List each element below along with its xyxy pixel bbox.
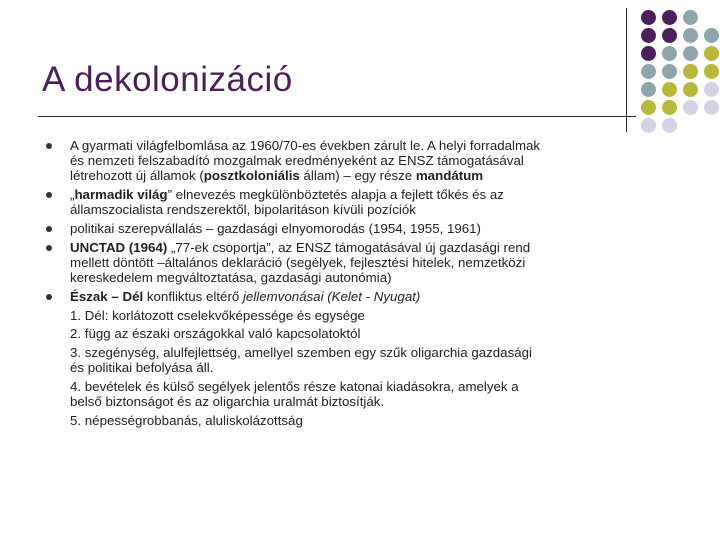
- bullet-icon: [46, 294, 52, 300]
- bullet-item: Észak – Dél konfliktus eltérő jellemvonásai (Kelet - Nyugat): [46, 289, 686, 304]
- dot: [641, 118, 656, 133]
- dot: [683, 28, 698, 43]
- bold-term: UNCTAD (1964): [70, 239, 168, 255]
- dot: [683, 82, 698, 97]
- sub-line: 2. függ az északi országokkal való kapcsolatoktól: [70, 326, 361, 342]
- dot: [704, 64, 719, 79]
- dot: [662, 82, 677, 97]
- bold-term: mandátum: [415, 168, 484, 184]
- bold-term: Észak – Dél: [70, 288, 144, 304]
- dot: [641, 10, 656, 25]
- bold-term: posztkoloniális: [203, 168, 300, 184]
- vertical-divider: [626, 8, 627, 132]
- bullet-item: UNCTAD (1964) „77-ek csoportja”, az ENSZ támogatásával új gazdasági rend mellett döntött –általános deklaráció (segélyek, fejlesztési hitelek, nemzetközi kereskedelem megváltoztatása, gazdasági autonómia): [46, 240, 686, 286]
- bullet-icon: [46, 226, 52, 232]
- dot: [683, 46, 698, 61]
- dot: [662, 46, 677, 61]
- dot: [704, 100, 719, 115]
- bold-term: harmadik világ: [74, 187, 168, 203]
- dot: [683, 100, 698, 115]
- dot: [662, 64, 677, 79]
- dot: [641, 46, 656, 61]
- sub-line: 1. Dél: korlátozott cselekvőképessége és egysége: [70, 307, 365, 323]
- sub-line: 3. szegénység, alulfejlettség, amellyel szemben egy szűk oligarchia gazdasági és politikai befolyása áll.: [70, 344, 532, 376]
- dot: [683, 64, 698, 79]
- bullet-icon: [46, 143, 52, 149]
- bullet-item: „harmadik világ” elnevezés megkülönböztetés alapja a fejlett tőkés és az államszocialista rendszerektől, bipolaritáson kívüli pozíciók: [46, 187, 686, 217]
- bullet-icon: [46, 192, 52, 198]
- dot: [704, 82, 719, 97]
- bullet-item: A gyarmati világfelbomlása az 1960/70-es években zárult le. A helyi forradalmak és nemzeti felszabadító mozgalmak eredményeként az ENSZ támogatásával létrehozott új államok (posztkoloniális állam) – egy része mandátum: [46, 138, 686, 184]
- dot: [704, 28, 719, 43]
- italic-term: jellemvonásai (Kelet - Nyugat): [242, 288, 421, 304]
- bullet-item: politikai szerepvállalás – gazdasági elnyomorodás (1954, 1955, 1961): [46, 221, 686, 236]
- sub-line: 5. népességrobbanás, aluliskolázottság: [70, 412, 303, 428]
- dot: [662, 100, 677, 115]
- bullet-icon: [46, 245, 52, 251]
- dot: [641, 82, 656, 97]
- dot: [641, 64, 656, 79]
- dot: [704, 46, 719, 61]
- slide-content: [46, 138, 686, 428]
- dot: [683, 10, 698, 25]
- dot: [662, 10, 677, 25]
- sub-line: 4. bevételek és külső segélyek jelentős része katonai kiadásokra, amelyek a belső biztonságot és az oligarchia uralmát biztosítják.: [70, 378, 519, 410]
- dot: [662, 118, 677, 133]
- dot: [641, 100, 656, 115]
- dot: [641, 28, 656, 43]
- title-underline: [38, 116, 636, 117]
- dot: [662, 28, 677, 43]
- page-title: A dekolonizáció: [42, 60, 293, 99]
